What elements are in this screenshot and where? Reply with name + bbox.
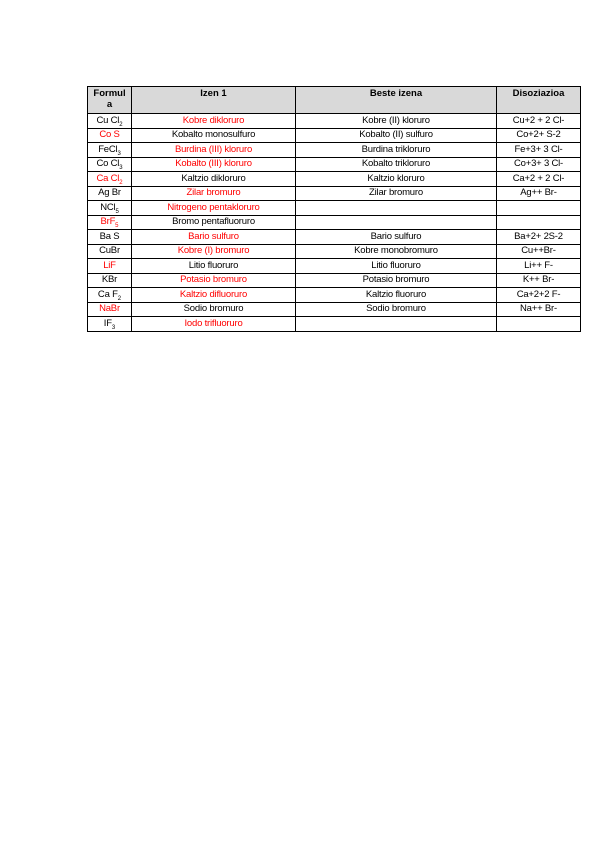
disoziazioa-cell	[497, 143, 581, 158]
disoziazioa-text: Fe+3+ 3 Cl-	[514, 143, 563, 155]
formula-cell	[88, 215, 132, 230]
table-row	[88, 244, 581, 259]
spreadsheet-page	[87, 86, 580, 332]
formula-text: NaBr	[99, 303, 120, 315]
izen1-cell	[132, 114, 296, 129]
header-izen1: Izen 1	[132, 87, 296, 114]
formula-text: Ca Cl	[96, 172, 120, 184]
disoziazioa-text: Ca+2 + 2 Cl-	[512, 172, 565, 184]
disoziazioa-text: Ca+2+2 F-	[516, 288, 561, 300]
table-row	[88, 186, 581, 201]
izen1-text: Iodo trifluoruro	[184, 317, 243, 329]
izen1-cell	[132, 143, 296, 158]
beste-izena-cell	[296, 186, 497, 201]
beste-izena-text: Kaltzio fluoruro	[365, 288, 427, 300]
formula-text: BrF	[100, 216, 116, 228]
disoziazioa-cell	[497, 244, 581, 259]
formula-subscript: 5	[115, 223, 119, 230]
formula-text: KBr	[101, 274, 118, 286]
formula-subscript: 2	[119, 121, 123, 128]
formula-text: Ag Br	[98, 187, 121, 199]
formula-cell	[88, 317, 132, 332]
izen1-text: Potasio bromuro	[180, 274, 247, 286]
beste-izena-cell	[296, 259, 497, 274]
beste-izena-text: Sodio bromuro	[366, 303, 426, 315]
disoziazioa-text: K++ Br-	[522, 274, 555, 286]
table-row	[88, 143, 581, 158]
header-formula	[88, 87, 132, 114]
disoziazioa-text: Ag++ Br-	[520, 187, 557, 199]
izen1-cell	[132, 317, 296, 332]
disoziazioa-text: Co+2+ S-2	[516, 129, 561, 141]
table-body	[88, 114, 581, 332]
beste-izena-cell	[296, 302, 497, 317]
formula-text: NCl	[100, 201, 116, 213]
izen1-cell	[132, 302, 296, 317]
formula-subscript: 2	[117, 295, 122, 302]
formula-cell	[88, 288, 132, 303]
formula-cell	[88, 128, 132, 143]
formula-cell	[88, 244, 132, 259]
formula-cell	[88, 230, 132, 245]
formula-text: Co Cl	[96, 158, 120, 170]
izen1-cell	[132, 288, 296, 303]
disoziazioa-cell	[497, 317, 581, 332]
disoziazioa-text: Li++ F-	[524, 259, 553, 271]
disoziazioa-cell	[497, 128, 581, 143]
table-row	[88, 215, 581, 230]
izen1-text: Zilar bromuro	[186, 187, 241, 199]
izen1-cell	[132, 244, 296, 259]
beste-izena-cell	[296, 317, 497, 332]
formula-subscript: 3	[119, 165, 123, 172]
disoziazioa-text: Ba+2+ 2S-2	[514, 230, 563, 242]
izen1-cell	[132, 186, 296, 201]
beste-izena-cell	[296, 157, 497, 172]
beste-izena-text: Litio fluoruro	[371, 259, 421, 271]
formula-cell	[88, 172, 132, 187]
table-row	[88, 128, 581, 143]
izen1-text: Sodio bromuro	[183, 303, 244, 315]
izen1-text: Kaltzio difluoruro	[179, 288, 248, 300]
table-row	[88, 273, 581, 288]
disoziazioa-cell	[497, 114, 581, 129]
izen1-cell	[132, 157, 296, 172]
formula-cell	[88, 186, 132, 201]
compounds-table	[87, 86, 581, 332]
disoziazioa-cell	[497, 172, 581, 187]
beste-izena-text: Bario sulfuro	[370, 230, 422, 242]
izen1-text: Nitrogeno pentakloruro	[167, 201, 260, 213]
table-row	[88, 259, 581, 274]
beste-izena-cell	[296, 114, 497, 129]
formula-cell	[88, 201, 132, 216]
header-disoziazioa: Disoziazioa	[497, 87, 581, 114]
beste-izena-text: Burdina trikloruro	[361, 143, 431, 155]
beste-izena-cell	[296, 215, 497, 230]
formula-subscript: 3	[111, 324, 116, 331]
beste-izena-cell	[296, 273, 497, 288]
beste-izena-text: Kaltzio kloruro	[367, 172, 425, 184]
disoziazioa-text: Cu+2 + 2 Cl-	[512, 114, 565, 126]
header-formula-line2: a	[106, 99, 113, 110]
izen1-cell	[132, 259, 296, 274]
beste-izena-cell	[296, 128, 497, 143]
table-row	[88, 201, 581, 216]
table-row	[88, 230, 581, 245]
formula-text: FeCl	[98, 143, 118, 155]
beste-izena-cell	[296, 172, 497, 187]
izen1-text: Bromo pentafluoruro	[172, 216, 255, 228]
beste-izena-text: Potasio bromuro	[362, 274, 430, 286]
formula-subscript: 3	[117, 150, 121, 157]
beste-izena-text: Kobalto (II) sulfuro	[359, 129, 433, 141]
header-beste-izena: Beste izena	[296, 87, 497, 114]
table-row	[88, 302, 581, 317]
izen1-text: Burdina (III) kloruro	[174, 143, 253, 155]
beste-izena-cell	[296, 201, 497, 216]
header-row	[88, 87, 581, 114]
beste-izena-text: Kobre monobromuro	[354, 245, 438, 257]
disoziazioa-cell	[497, 230, 581, 245]
formula-cell	[88, 273, 132, 288]
beste-izena-cell	[296, 288, 497, 303]
formula-text: Cu Cl	[96, 114, 120, 126]
izen1-text: Bario sulfuro	[188, 230, 239, 242]
izen1-text: Kobalto (III) kloruro	[175, 158, 252, 170]
formula-cell	[88, 157, 132, 172]
izen1-cell	[132, 201, 296, 216]
izen1-text: Litio fluoruro	[188, 259, 239, 271]
beste-izena-cell	[296, 143, 497, 158]
disoziazioa-cell	[497, 288, 581, 303]
disoziazioa-cell	[497, 201, 581, 216]
disoziazioa-cell	[497, 215, 581, 230]
formula-cell	[88, 302, 132, 317]
izen1-cell	[132, 215, 296, 230]
izen1-cell	[132, 273, 296, 288]
formula-cell	[88, 259, 132, 274]
beste-izena-cell	[296, 244, 497, 259]
formula-text: Ca F	[97, 288, 118, 300]
formula-text: CuBr	[99, 245, 120, 257]
izen1-cell	[132, 172, 296, 187]
formula-text: LiF	[103, 259, 116, 271]
disoziazioa-text: Na++ Br-	[520, 303, 557, 315]
disoziazioa-cell	[497, 273, 581, 288]
disoziazioa-cell	[497, 302, 581, 317]
beste-izena-text: Zilar bromuro	[369, 187, 423, 199]
izen1-text: Kobre (I) bromuro	[177, 245, 250, 257]
formula-subscript: 5	[115, 208, 119, 215]
disoziazioa-cell	[497, 157, 581, 172]
formula-subscript: 2	[119, 179, 123, 186]
table-row	[88, 172, 581, 187]
disoziazioa-cell	[497, 259, 581, 274]
beste-izena-cell	[296, 230, 497, 245]
disoziazioa-cell	[497, 186, 581, 201]
formula-cell	[88, 114, 132, 129]
formula-text: Ba S	[99, 230, 120, 242]
formula-text: IF	[103, 317, 112, 329]
formula-cell	[88, 143, 132, 158]
izen1-text: Kaltzio dikloruro	[181, 172, 246, 184]
izen1-text: Kobre dikloruro	[182, 114, 245, 126]
disoziazioa-text: Co+3+ 3 Cl-	[513, 158, 564, 170]
beste-izena-text: Kobalto trikloruro	[361, 158, 431, 170]
table-row	[88, 317, 581, 332]
header-formula-line1: Formul	[93, 88, 126, 99]
formula-text: Co S	[99, 129, 120, 141]
table-row	[88, 114, 581, 129]
table-row	[88, 157, 581, 172]
disoziazioa-text: Cu++Br-	[521, 245, 556, 257]
izen1-cell	[132, 230, 296, 245]
beste-izena-text: Kobre (II) kloruro	[362, 114, 430, 126]
izen1-cell	[132, 128, 296, 143]
izen1-text: Kobalto monosulfuro	[171, 129, 256, 141]
table-row	[88, 288, 581, 303]
